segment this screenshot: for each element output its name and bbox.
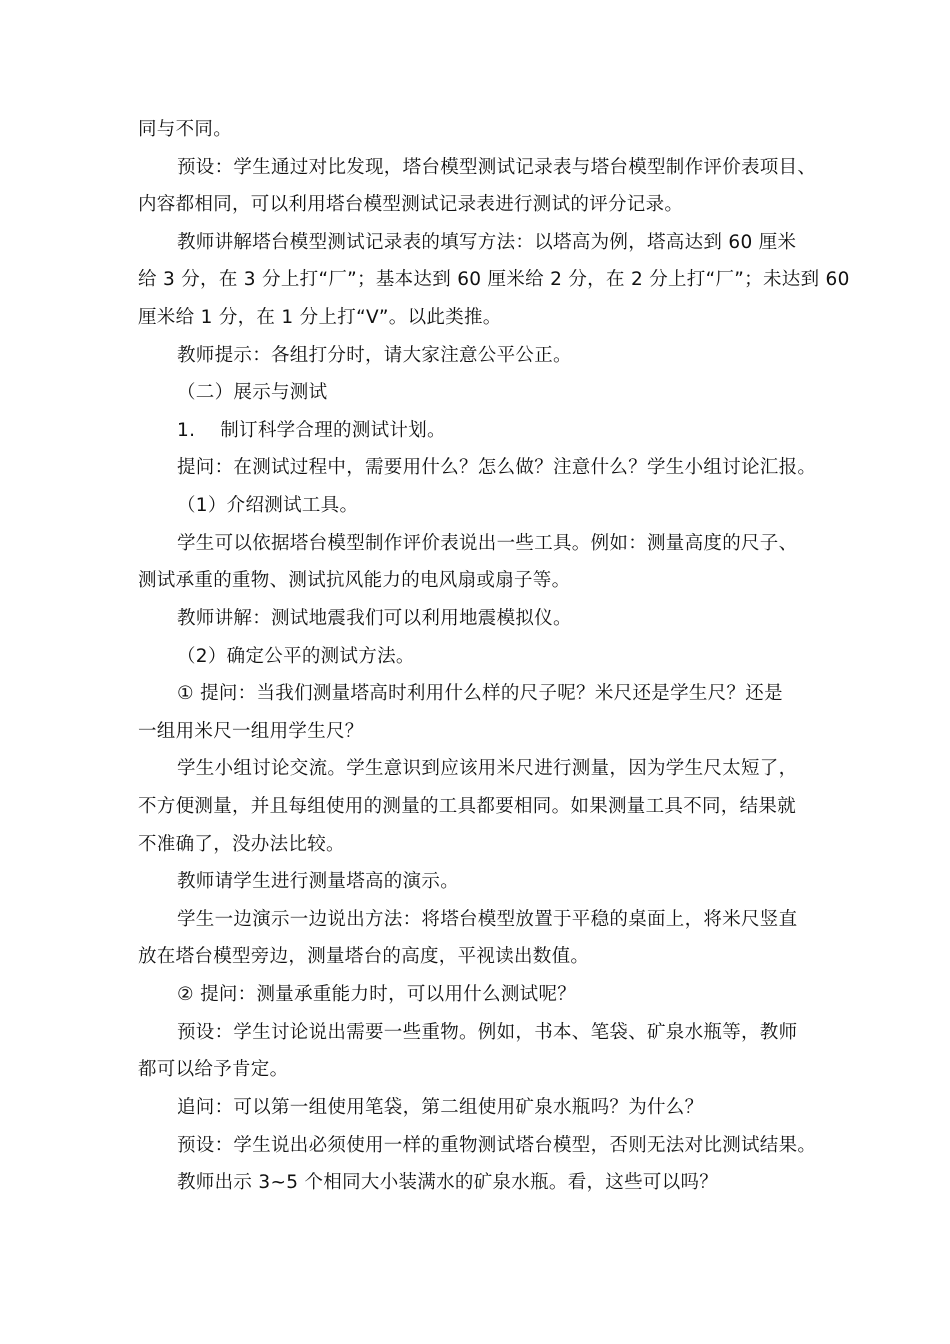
text-line: 不准确了，没办法比较。: [138, 834, 345, 855]
text-line: 教师讲解：测试地震我们可以利用地震模拟仪。: [177, 608, 572, 629]
text-line: 教师提示：各组打分时，请大家注意公平公正。: [177, 345, 572, 366]
text-line: 学生一边演示一边说出方法：将塔台模型放置于平稳的桌面上，将米尺竖直: [177, 909, 798, 930]
text-line: 学生小组讨论交流。学生意识到应该用米尺进行测量，因为学生尺太短了，: [177, 758, 798, 779]
text-line: 内容都相同，可以利用塔台模型测试记录表进行测试的评分记录。: [138, 194, 684, 215]
text-line: 预设：学生通过对比发现，塔台模型测试记录表与塔台模型制作评价表项目、: [177, 157, 817, 178]
text-line: 厘米给 1 分，在 1 分上打“V”。以此类推。: [138, 307, 502, 328]
text-line: 学生可以依据塔台模型制作评价表说出一些工具。例如：测量高度的尺子、: [177, 533, 798, 554]
text-line: 教师出示 3~5 个相同大小装满水的矿泉水瓶。看，这些可以吗？: [177, 1172, 719, 1193]
text-line: 预设：学生讨论说出需要一些重物。例如，书本、笔袋、矿泉水瓶等，教师: [177, 1022, 798, 1043]
text-line: 都可以给予肯定。: [138, 1059, 289, 1080]
text-line: ② 提问：测量承重能力时，可以用什么测试呢？: [177, 984, 577, 1005]
sub-heading: （2）确定公平的测试方法。: [177, 646, 415, 667]
section-heading: （二）展示与测试: [177, 382, 328, 403]
text-line: 同与不同。: [138, 119, 233, 140]
text-line: 不方便测量，并且每组使用的测量的工具都要相同。如果测量工具不同，结果就: [138, 796, 797, 817]
text-line: 测试承重的重物、测试抗风能力的电风扇或扇子等。: [138, 570, 571, 591]
numbered-item: 1. 制订科学合理的测试计划。: [177, 420, 446, 441]
text-line: 一组用米尺一组用学生尺？: [138, 721, 364, 742]
sub-heading: （1）介绍测试工具。: [177, 495, 359, 516]
text-line: 追问：可以第一组使用笔袋，第二组使用矿泉水瓶吗？为什么？: [177, 1097, 704, 1118]
text-line: 提问：在测试过程中，需要用什么？怎么做？注意什么？学生小组讨论汇报。: [177, 457, 817, 478]
text-line: 教师请学生进行测量塔高的演示。: [177, 871, 460, 892]
text-line: 预设：学生说出必须使用一样的重物测试塔台模型，否则无法对比测试结果。: [177, 1135, 817, 1156]
text-line: ① 提问：当我们测量塔高时利用什么样的尺子呢？米尺还是学生尺？还是: [177, 683, 783, 704]
text-line: 给 3 分，在 3 分上打“厂”；基本达到 60 厘米给 2 分，在 2 分上打“厂”；未达到 60: [138, 269, 850, 290]
text-line: 放在塔台模型旁边，测量塔台的高度，平视读出数值。: [138, 946, 590, 967]
text-line: 教师讲解塔台模型测试记录表的填写方法：以塔高为例，塔高达到 60 厘米: [177, 232, 797, 253]
